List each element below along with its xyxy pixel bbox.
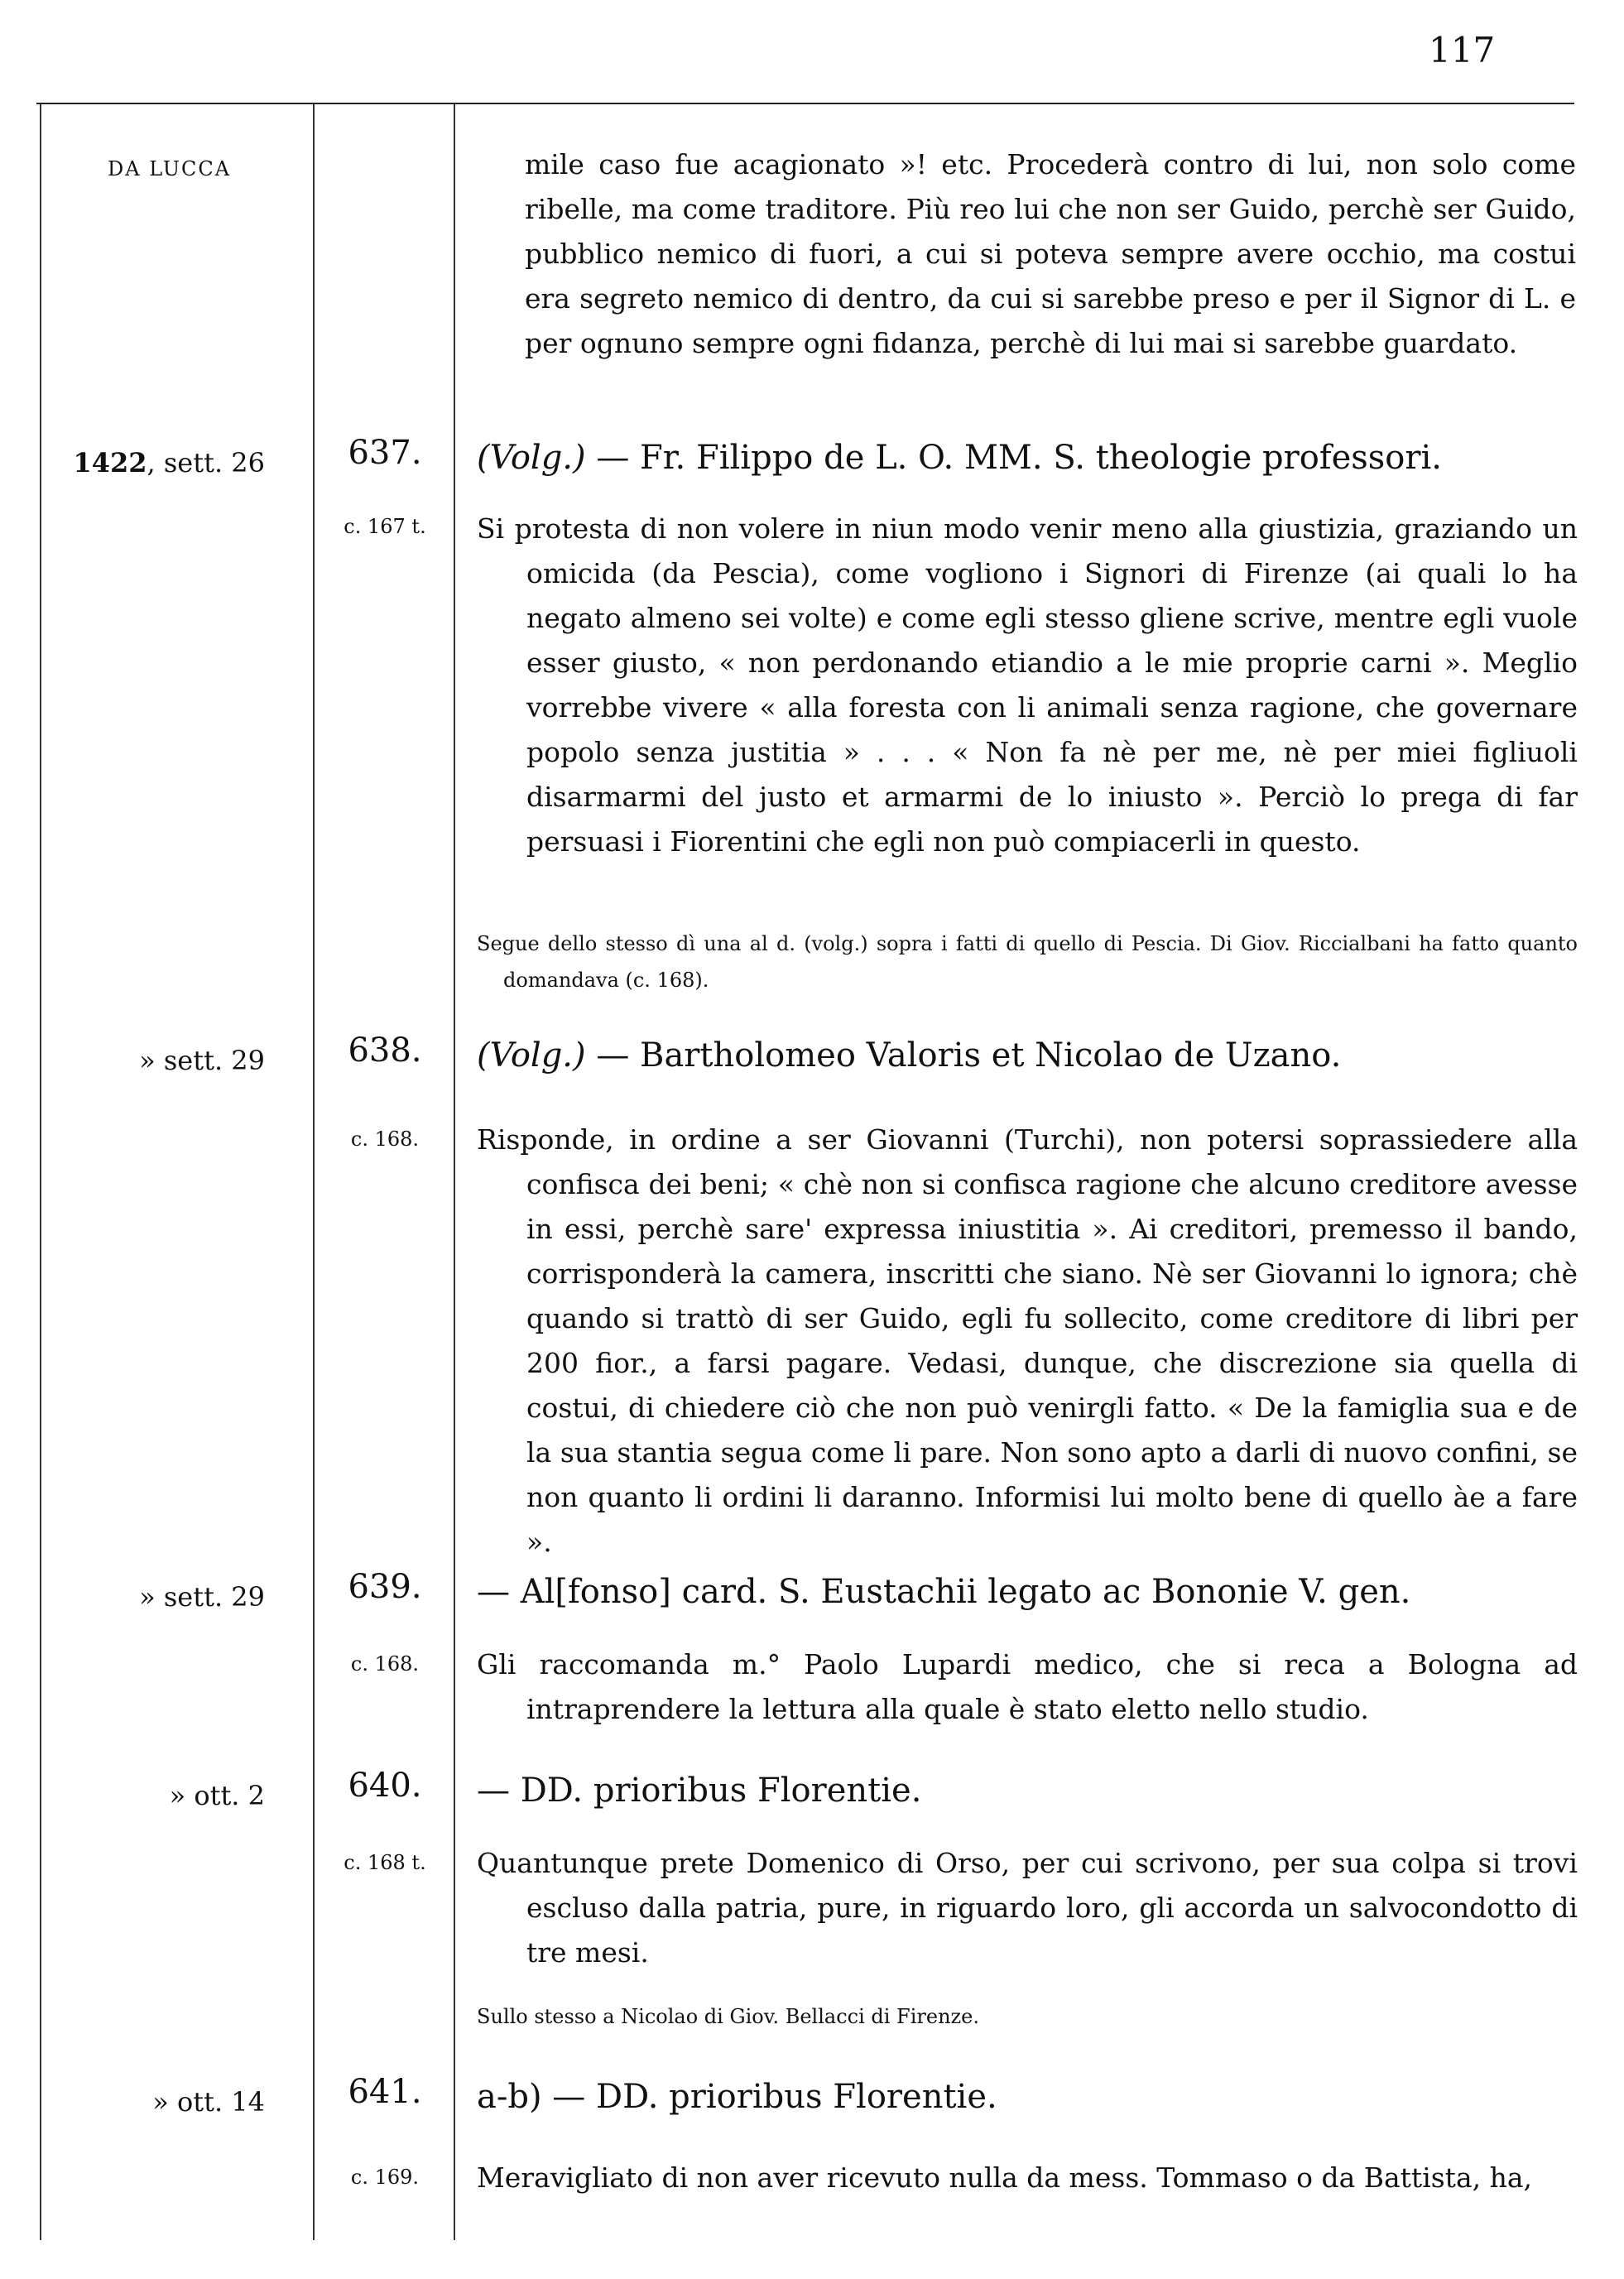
entry-body: Gli raccomanda m.° Paolo Lupardi medico, che si reca a Bologna ad intraprendere la lettura alla quale è stato eletto nello studio. (477, 1648, 1578, 1725)
heading-prefix: (Volg.) (477, 1036, 586, 1075)
entry-body: Meravigliato di non aver ricevuto nulla da mess. Tommaso o da Battista, ha, (477, 2161, 1533, 2194)
date-column-rule (313, 104, 315, 2240)
entry-date: » sett. 29 (139, 1045, 265, 1076)
entry-heading (477, 2078, 1578, 2116)
entry-folio: c. 168. (350, 1127, 420, 1151)
entry-number: 640. (348, 1767, 422, 1805)
entry-heading (477, 439, 1578, 477)
entry-year: 1422 (73, 447, 147, 478)
entry-heading: — Al[fonso] card. S. Eustachii legato ac Bononie V. gen. (477, 1573, 1411, 1611)
entry-date: » ott. 2 (169, 1780, 265, 1811)
entry-date: » ott. 14 (152, 2086, 265, 2118)
entry-body: Si protesta di non volere in niun modo venir meno alla giustizia, graziando un omicida (da Pescia), come vogliono i Signori di Firenze (ai quali lo ha negato almeno sei volte) e come egli stesso gliene scrive, mentre egli vuole esser giusto, « non perdonando etiandio a le mie proprie carni ». Meglio vorrebbe vivere « alla foresta con li animali senza ragione, che governare popolo senza justitia » . . . « Non fa nè per me, nè per miei figliuoli disarmarmi del justo et armarmi de lo iniusto ». Perciò lo prega di far persuasi i Fiorentini che egli non può compiacerli in questo. (477, 512, 1578, 858)
entry-note: Sullo stesso a Nicolao di Giov. Bellacci di Firenze. (477, 2005, 979, 2028)
entry-date: » sett. 29 (139, 1581, 265, 1613)
running-head: DA LUCCA (108, 157, 232, 180)
entry-heading: — DD. prioribus Florentie. (477, 1772, 922, 1810)
entry-number: 637. (348, 434, 422, 472)
entry-number: 641. (348, 2073, 422, 2111)
top-rule (36, 103, 1574, 104)
left-margin-rule (40, 104, 41, 2240)
entry-folio: c. 168 t. (344, 1851, 426, 1874)
page-number: 117 (1429, 30, 1496, 70)
entry-body: Risponde, in ordine a ser Giovanni (Turchi), non potersi soprassiedere alla confisca dei beni; « chè non si confisca ragione che alcuno creditore avesse in essi, perchè sare' expressa iniustitia ». Ai creditori, premesso il bando, corrisponderà la camera, inscritti che siano. Nè ser Giovanni lo ignora; chè quando si trattò di ser Guido, egli fu sollecito, come creditore di libri per 200 fior., a farsi pagare. Vedasi, dunque, che discrezione sia quella di costui, di chiedere ciò che non può venirgli fatto. « De la famiglia sua e de la sua stantia segua come li pare. Non sono apto a darli di nuovo confini, se non quanto li ordini li daranno. Informisi lui molto bene di quello àe a fare ». (477, 1123, 1578, 1558)
entry-folio: c. 167 t. (344, 515, 426, 538)
entry-heading (477, 1036, 1578, 1075)
entry-body: Quantunque prete Domenico di Orso, per cui scrivono, per sua colpa si trovi escluso dalla patria, pure, in riguardo loro, gli accorda un salvocondotto di tre mesi. (477, 1847, 1578, 1969)
entry-folio: c. 168. (350, 1652, 420, 1676)
number-column-rule (454, 104, 455, 2240)
heading-prefix: (Volg.) (477, 439, 586, 477)
heading-text: — Fr. Filippo de L. O. MM. S. theologie professori. (585, 439, 1443, 477)
heading-text: — DD. prioribus Florentie. (541, 2078, 997, 2116)
entry-number: 639. (348, 1568, 422, 1606)
entry-note: Segue dello stesso dì una al d. (volg.) sopra i fatti di quello di Pescia. Di Giov. Riccialbani ha fatto quanto domandava (c. 168). (477, 932, 1578, 992)
entry-date (41, 447, 265, 478)
heading-prefix: a-b) (477, 2078, 542, 2116)
entry-number: 638. (348, 1031, 422, 1070)
entry-date-rest: , sett. 26 (147, 447, 265, 478)
intro-paragraph: mile caso fue acagionato »! etc. Procederà contro di lui, non solo come ribelle, ma come traditore. Più reo lui che non ser Guido, perchè ser Guido, pubblico nemico di fuori, a cui si poteva sempre avere occhio, ma costui era segreto nemico di dentro, da cui si sarebbe preso e per il Signor di L. e per ognuno sempre ogni fidanza, perchè di lui mai si sarebbe guardato. (525, 148, 1576, 359)
heading-text: — Bartholomeo Valoris et Nicolao de Uzano. (585, 1036, 1342, 1075)
entry-folio: c. 169. (350, 2166, 420, 2189)
